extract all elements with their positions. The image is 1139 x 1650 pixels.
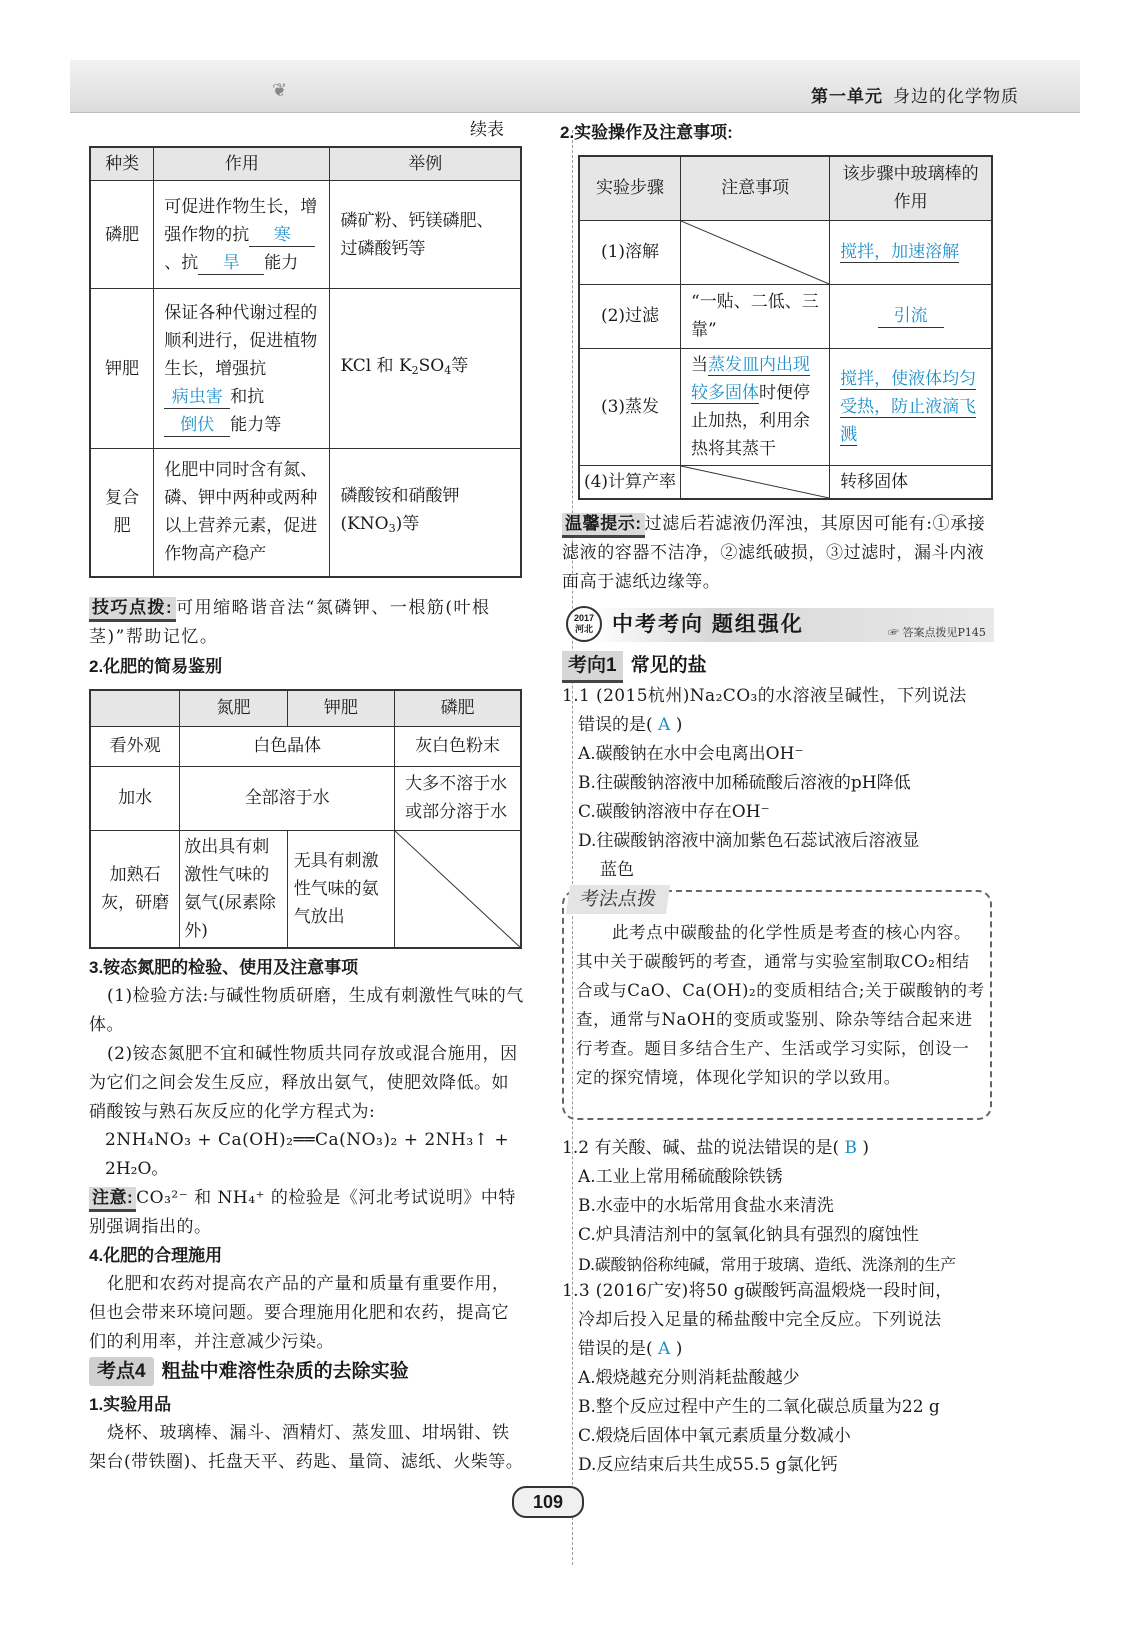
banner-title: 中考考向 题组强化 [612,613,804,636]
kaoxiang-label: 考向1 [562,651,623,683]
table-cell: 灰白色粉末 [395,726,521,766]
effect-cell: 保证各种代谢过程的顺利进行，促进植物生长，增强抗病虫害 和抗倒伏 能力等 [154,289,330,449]
col-header-phosphorus: 磷肥 [395,690,521,726]
section-heading: 2.实验操作及注意事项: [560,123,733,142]
role-cell [830,348,992,465]
note-label: 注意: [89,1187,136,1212]
col-header-effect: 作用 [154,147,330,181]
option: C.碳酸钠溶液中存在OH⁻ [578,802,770,822]
kaoxiang-heading [562,651,707,683]
year-region-badge: 2017 河北 [566,606,602,642]
kind-cell: 复合肥 [90,449,154,577]
answer-blank: 搅拌，使液体均匀受热，防止液滴飞溅 [840,368,977,445]
role-cell [830,220,992,284]
table-cell: 全部溶于水 [180,766,395,830]
step-cell: (3)蒸发 [579,348,681,465]
effect-cell: 可促进作物生长，增强作物的抗 寒、抗 旱 能力 [154,181,330,289]
answer-blank: 蒸发皿内出现较多固体 [691,354,810,403]
note-paragraph: 注意: CO₃²⁻ 和 NH₄⁺ 的检验是《河北考试说明》中特别强调指出的。 [89,1188,516,1237]
question-stem-cont: 错误的是( A ) [578,715,683,735]
table-row [579,284,992,348]
question-stem-cont: 错误的是( A ) [578,1339,683,1359]
step-cell: (1)溶解 [579,220,681,284]
option: B.水壶中的水垢常用食盐水来清洗 [578,1196,834,1216]
col-header-note: 注意事项 [681,156,830,220]
kaoxiang-title: 常见的盐 [630,655,707,676]
question-stem: 1.3 (2016广安)将50 g碳酸钙高温煅烧一段时间， [562,1281,953,1301]
table-row [579,220,992,284]
identification-table [89,689,522,949]
example-cell: 磷矿粉、钙镁磷肥、过磷酸钙等 [330,181,521,289]
unit-label: 第一单元 [811,87,883,106]
role-cell: 转移固体 [830,465,992,499]
option: B.整个反应过程中产生的二氧化碳总质量为22 g [578,1397,940,1417]
paragraph: (2)铵态氮肥不宜和碱性物质共同存放或混合施用，因为它们之间会发生反应，释放出氨气，使肥效降低。如硝酸铵与熟石灰反应的化学方程式为: [89,1044,518,1122]
col-header-potassium: 钾肥 [287,690,394,726]
answer-blank: 搅拌，加速溶解 [840,242,960,262]
chemical-equation: 2NH₄NO₃ + Ca(OH)₂══Ca(NO₃)₂ + 2NH₃↑ + [105,1130,510,1150]
answer-blank: 引流 [878,305,944,328]
paragraph: 化肥和农药对提高农产品的产量和质量有重要作用，但也会带来环境问题。要合理施用化肥和农药，提高它们的利用率，并注意减少污染。 [89,1274,510,1352]
col-header-nitrogen: 氮肥 [180,690,287,726]
paragraph: (1)检验方法:与碱性物质研磨，生成有刺激性气味的气体。 [89,986,524,1035]
kind-cell: 磷肥 [90,181,154,289]
answer-blank: 倒伏 [164,414,230,437]
paragraph: 烧杯、玻璃棒、漏斗、酒精灯、蒸发皿、坩埚钳、铁架台(带铁圈)、托盘天平、药匙、量筒、滤纸、火柴等。 [89,1423,524,1472]
exam-tip-title: 考法点拨 [566,885,670,914]
option: D.往碳酸钠溶液中滴加紫色石蕊试液后溶液显 [578,831,920,851]
row-label: 加熟石灰，研磨 [90,830,180,948]
option-cont: 蓝色 [600,860,634,880]
answer-letter: A [658,1339,671,1359]
option: D.反应结束后共生成55.5 g氯化钙 [578,1455,838,1475]
option: A.工业上常用稀硫酸除铁锈 [578,1167,783,1187]
fertilizer-table [89,146,522,578]
example-cell: 磷酸铵和硝酸钾(KNO3)等 [330,449,521,577]
continued-label: 续表 [470,120,504,140]
option: B.往碳酸钠溶液中加稀硫酸后溶液的pH降低 [578,773,911,793]
note-cell: “一贴、二低、三靠” [681,284,830,348]
tip-label: 技巧点拨: [89,597,176,622]
step-cell: (4)计算产率 [579,465,681,499]
diagonal-cell [681,465,830,499]
chemical-equation-cont: 2H₂O。 [105,1159,169,1179]
section-heading: 4.化肥的合理施用 [89,1246,223,1265]
role-cell [830,284,992,348]
col-header-example: 举例 [330,147,521,181]
bird-icon: ❦ [272,80,288,101]
answer-blank: 寒 [249,224,315,247]
table-row [579,348,992,465]
diagonal-cell [681,220,830,284]
running-header [811,82,1019,111]
kaodian-heading [89,1357,409,1386]
table-cell: 无具有刺激性气味的氨气放出 [287,830,394,948]
page-number: 109 [512,1486,584,1518]
table-row [579,465,992,499]
table-cell: 大多不溶于水或部分溶于水 [395,766,521,830]
section-heading: 2.化肥的简易鉴别 [89,657,223,676]
option: A.煅烧越充分则消耗盐酸越少 [578,1368,800,1388]
operation-table [578,155,993,500]
question-stem: 1.2 有关酸、碱、盐的说法错误的是( B ) [562,1138,870,1158]
warm-tip-paragraph: 温馨提示: 过滤后若滤液仍浑浊，其原因可能有:①承接滤液的容器不洁净，②滤纸破损，③过滤时，漏斗内液面高于滤纸边缘等。 [562,514,986,592]
exam-tip-text: 此考点中碳酸盐的化学性质是考查的核心内容。其中关于碳酸钙的考查，通常与实验室制取CO₂相结合或与CaO、Ca(OH)₂的变质相结合;关于碳酸钠的考查，通常与NaOH的变质或鉴别、除杂等结合起来进行考查。题目多结合生产、生活或学习实际，创设一定的探究情境，体现化学知识的学以致用。 [576,923,985,1087]
row-label: 加水 [90,766,180,830]
col-header-blank [90,690,180,726]
diagonal-cell [395,830,521,948]
answer-letter: A [658,715,671,735]
table-row [90,830,521,948]
table-row [90,726,521,766]
note-cell: 当蒸发皿内出现较多固体时便停止加热，利用余热将其蒸干 [681,348,830,465]
example-cell: KCl 和 K2SO4等 [330,289,521,449]
warm-tip-label: 温馨提示: [562,513,645,538]
table-row [90,181,521,289]
table-row [90,289,521,449]
kaodian-title: 粗盐中难溶性杂质的去除实验 [161,1361,409,1382]
kaodian-label: 考点4 [89,1357,154,1386]
option: A.碳酸钠在水中会电离出OH⁻ [578,744,804,764]
section-heading: 3.铵态氮肥的检验、使用及注意事项 [89,958,359,977]
kind-cell: 钾肥 [90,289,154,449]
table-cell: 放出具有刺激性气味的氨气(尿素除外) [180,830,287,948]
col-header-step: 实验步骤 [579,156,681,220]
table-cell: 白色晶体 [180,726,395,766]
col-header-kind: 种类 [90,147,154,181]
question-stem: 1.1 (2015杭州)Na₂CO₃的水溶液呈碱性，下列说法 [562,686,967,706]
table-row [90,449,521,577]
question-stem-cont: 冷却后投入足量的稀盐酸中完全反应。下列说法 [578,1310,942,1330]
option: C.煅烧后固体中氧元素质量分数减小 [578,1426,851,1446]
table-row [90,766,521,830]
answer-reference: ☞ 答案点拨见P145 [888,626,986,639]
answer-blank: 病虫害 [164,386,230,409]
row-label: 看外观 [90,726,180,766]
column-divider [572,130,573,1565]
answer-letter: B [844,1138,857,1158]
tip-paragraph: 技巧点拨: 可用缩略谐音法“氮磷钾、一根筋(叶根茎)”帮助记忆。 [89,598,491,647]
answer-blank: 旱 [198,252,264,275]
unit-subtitle: 身边的化学物质 [893,87,1019,106]
section-heading: 1.实验用品 [89,1395,172,1414]
option: D.碳酸钠俗称纯碱，常用于玻璃、造纸、洗涤剂的生产 [578,1255,956,1274]
step-cell: (2)过滤 [579,284,681,348]
option: C.炉具清洁剂中的氢氧化钠具有强烈的腐蚀性 [578,1225,919,1245]
col-header-role: 该步骤中玻璃棒的作用 [830,156,992,220]
effect-cell: 化肥中同时含有氮、磷、钾中两种或两种以上营养元素，促进作物高产稳产 [154,449,330,577]
